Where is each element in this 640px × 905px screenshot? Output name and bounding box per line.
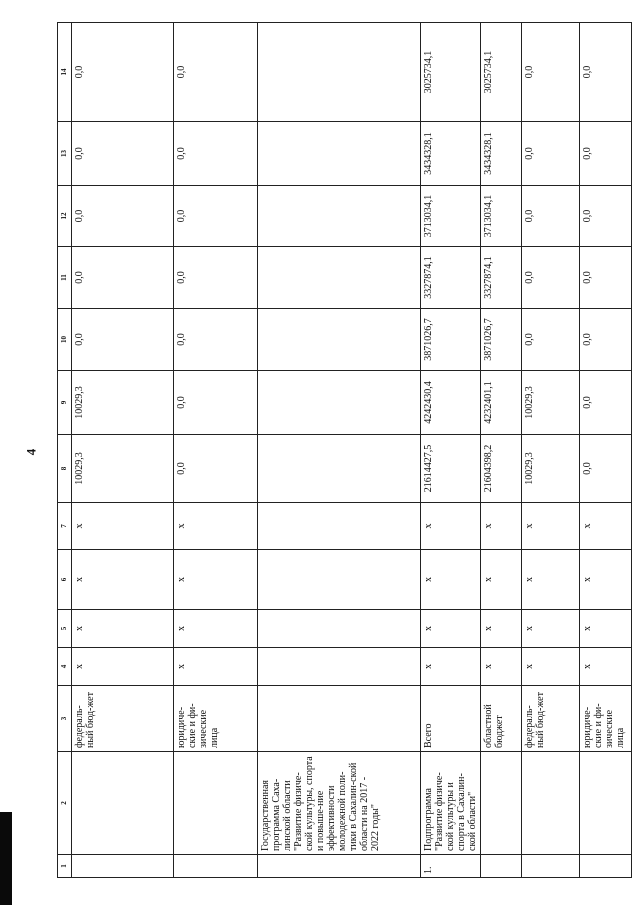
cell-col-6: x <box>522 550 580 610</box>
cell-col-5: x <box>522 610 580 648</box>
cell-col-10: 3871026,7 <box>481 309 522 371</box>
col-num: 8 <box>58 435 72 503</box>
cell-col-1 <box>522 855 580 878</box>
col-num: 10 <box>58 309 72 371</box>
col-num: 4 <box>58 648 72 686</box>
cell-col-8: 10029,3 <box>72 435 174 503</box>
cell-col-4: x <box>421 648 481 686</box>
cell-col-12: 3713034,1 <box>481 186 522 247</box>
cell-col-8 <box>258 435 421 503</box>
cell-col-14: 3025734,1 <box>421 23 481 122</box>
cell-col-4: x <box>72 648 174 686</box>
cell-col-11 <box>258 247 421 309</box>
col-num: 14 <box>58 23 72 122</box>
cell-col-14: 0,0 <box>580 23 632 122</box>
cell-col-5: x <box>72 610 174 648</box>
cell-col-7: x <box>174 503 258 550</box>
cell-col-1 <box>580 855 632 878</box>
cell-col-3: юридиче-ские и фи-зические лица <box>580 686 632 752</box>
cell-col-3: областной бюджет <box>481 686 522 752</box>
cell-col-10: 0,0 <box>580 309 632 371</box>
header-row <box>58 23 72 878</box>
cell-col-2 <box>174 752 258 855</box>
cell-col-10 <box>258 309 421 371</box>
cell-col-9: 4232401,1 <box>481 371 522 435</box>
cell-col-7: x <box>72 503 174 550</box>
col-num: 9 <box>58 371 72 435</box>
cell-col-10: 3871026,7 <box>421 309 481 371</box>
cell-col-11: 3327874,1 <box>481 247 522 309</box>
rotated-table-container <box>57 23 626 878</box>
cell-col-6: x <box>174 550 258 610</box>
cell-col-7: x <box>522 503 580 550</box>
cell-col-11: 0,0 <box>174 247 258 309</box>
table-row <box>580 23 632 878</box>
col-num: 2 <box>58 752 72 855</box>
cell-col-6: x <box>72 550 174 610</box>
cell-col-8: 10029,3 <box>522 435 580 503</box>
cell-col-9: 10029,3 <box>522 371 580 435</box>
cell-col-12: 0,0 <box>72 186 174 247</box>
col-num: 5 <box>58 610 72 648</box>
cell-col-12 <box>258 186 421 247</box>
cell-col-6: x <box>481 550 522 610</box>
cell-col-10: 0,0 <box>522 309 580 371</box>
cell-col-5: x <box>580 610 632 648</box>
cell-col-13: 0,0 <box>174 122 258 186</box>
cell-col-1 <box>481 855 522 878</box>
rotated-table-area <box>57 23 626 878</box>
col-num: 6 <box>58 550 72 610</box>
cell-col-1 <box>174 855 258 878</box>
col-num: 11 <box>58 247 72 309</box>
col-num: 12 <box>58 186 72 247</box>
cell-col-13: 0,0 <box>580 122 632 186</box>
cell-col-6: x <box>421 550 481 610</box>
cell-col-12: 0,0 <box>174 186 258 247</box>
cell-col-11: 0,0 <box>72 247 174 309</box>
cell-col-2 <box>580 752 632 855</box>
cell-col-3: юридиче-ские и фи-зические лица <box>174 686 258 752</box>
cell-col-13: 3434328,1 <box>481 122 522 186</box>
cell-col-3: федераль-ный бюд-жет <box>522 686 580 752</box>
col-num: 1 <box>58 855 72 878</box>
cell-col-9: 0,0 <box>174 371 258 435</box>
cell-col-7: x <box>580 503 632 550</box>
cell-col-5: x <box>481 610 522 648</box>
cell-col-8: 0,0 <box>174 435 258 503</box>
cell-col-3: Всего <box>421 686 481 752</box>
cell-col-4: x <box>481 648 522 686</box>
cell-col-14 <box>258 23 421 122</box>
cell-col-3 <box>258 686 421 752</box>
cell-col-3: федераль-ный бюд-жет <box>72 686 174 752</box>
col-num: 3 <box>58 686 72 752</box>
col-num: 13 <box>58 122 72 186</box>
cell-col-4: x <box>580 648 632 686</box>
cell-col-5 <box>258 610 421 648</box>
scan-edge-mark <box>0 812 12 905</box>
cell-col-1 <box>72 855 174 878</box>
cell-col-10: 0,0 <box>72 309 174 371</box>
cell-col-7 <box>258 503 421 550</box>
cell-col-10: 0,0 <box>174 309 258 371</box>
table-row <box>174 23 258 878</box>
cell-col-14: 0,0 <box>72 23 174 122</box>
cell-col-11: 0,0 <box>580 247 632 309</box>
cell-col-9: 10029,3 <box>72 371 174 435</box>
cell-col-5: x <box>174 610 258 648</box>
cell-col-14: 3025734,1 <box>481 23 522 122</box>
cell-col-7: x <box>481 503 522 550</box>
cell-col-11: 3327874,1 <box>421 247 481 309</box>
cell-col-4: x <box>522 648 580 686</box>
table-row <box>522 23 580 878</box>
cell-col-6 <box>258 550 421 610</box>
cell-col-5: x <box>421 610 481 648</box>
cell-col-1: 1. <box>421 855 481 878</box>
cell-col-12: 0,0 <box>522 186 580 247</box>
cell-col-8: 0,0 <box>580 435 632 503</box>
cell-col-9 <box>258 371 421 435</box>
cell-col-1 <box>258 855 421 878</box>
cell-col-4: x <box>174 648 258 686</box>
cell-col-13 <box>258 122 421 186</box>
budget-table <box>57 22 632 878</box>
cell-col-13: 0,0 <box>522 122 580 186</box>
cell-col-14: 0,0 <box>522 23 580 122</box>
cell-col-8: 21604398,2 <box>481 435 522 503</box>
col-num: 7 <box>58 503 72 550</box>
cell-col-2 <box>481 752 522 855</box>
cell-col-8: 21614427,5 <box>421 435 481 503</box>
cell-col-2: Государственная программа Саха-линской области "Развитие физиче-ской культуры, спорта и повыше-ние эффективности молодежной поли-тики в Сахалин-ской области на 2017 - 2022 годы" <box>258 752 421 855</box>
page-number: 4 <box>23 448 39 456</box>
table-row <box>421 23 481 878</box>
cell-col-2 <box>72 752 174 855</box>
table-row <box>258 23 421 878</box>
cell-col-2 <box>522 752 580 855</box>
cell-col-12: 0,0 <box>580 186 632 247</box>
cell-col-7: x <box>421 503 481 550</box>
cell-col-12: 3713034,1 <box>421 186 481 247</box>
cell-col-13: 3434328,1 <box>421 122 481 186</box>
cell-col-11: 0,0 <box>522 247 580 309</box>
cell-col-9: 0,0 <box>580 371 632 435</box>
cell-col-13: 0,0 <box>72 122 174 186</box>
table-row <box>481 23 522 878</box>
table-row <box>72 23 174 878</box>
cell-col-14: 0,0 <box>174 23 258 122</box>
cell-col-6: x <box>580 550 632 610</box>
cell-col-2: Подпрограмма "Развитие физиче-ской культуры и спорта в Сахалин-ской области" <box>421 752 481 855</box>
cell-col-4 <box>258 648 421 686</box>
cell-col-9: 4242430,4 <box>421 371 481 435</box>
